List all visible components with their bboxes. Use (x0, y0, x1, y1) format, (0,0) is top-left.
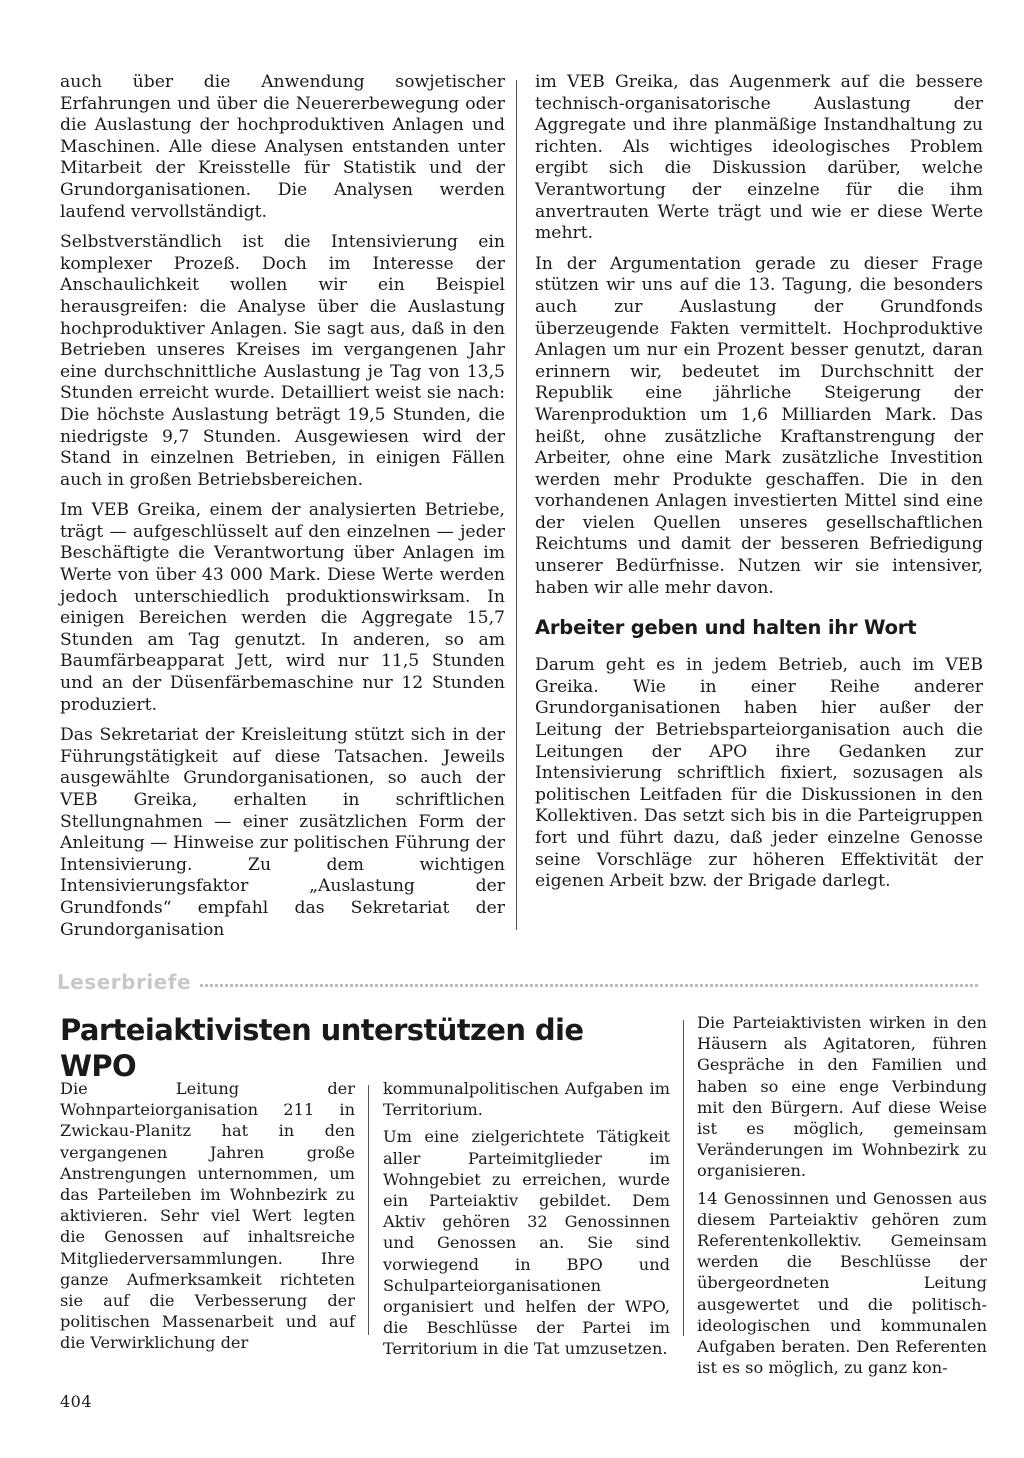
paragraph: Die Parteiaktivisten wirken in den Häusern als Agitatoren, führen Gespräche in den Familien und haben so eine enge Verbindung mit den Bürgern. Auf diese Weise ist es möglich, gemeinsam Veränderungen im Wohnbezirk zu organisieren. (697, 1013, 987, 1181)
paragraph: Im VEB Greika, einem der analysierten Betriebe, trägt — aufgeschlüsselt auf den einzelnen — jeder Beschäftigte die Verantwortung über Anlagen im Werte von über 43 000 Mark. Diese Werte werden jedoch unterschiedlich produktionswirksam. In einigen Bereichen werden die Aggregate 15,7 Stunden am Tag genutzt. In anderen, so am Baumfärbeapparat Jett, wird nur 11,5 Stunden und an der Düsenfärbemaschine nur 12 Stunden produziert. (60, 500, 505, 715)
paragraph: auch über die Anwendung sowjetischer Erfahrungen und über die Neuererbewegung oder die Auslastung der hochproduktiven Anlagen und Maschinen. Alle diese Analysen entstanden unter Mitarbeit der Kreisstelle für Statistik und der Grundorganisationen. Die Analysen werden laufend vervollständigt. (60, 72, 505, 222)
paragraph: In der Argumentation gerade zu dieser Frage stützen wir uns auf die 13. Tagung, die besonders auch zur Auslastung der Grundfonds überzeugende Fakten vermittelt. Hochproduktive Anlagen um nur ein Prozent besser genutzt, daran erinnern wir, bedeutet im Durchschnitt der Republik eine jährliche Steigerung der Warenproduktion um 1,6 Milliarden Mark. Das heißt, ohne zusätzliche Kraftanstrengung der Arbeiter, ohne eine Mark zusätzliche Investition werden mehr Produkte geschaffen. Die in den vorhandenen Anlagen investierten Mittel sind eine der vielen Quellen unseres gesellschaftlichen Reichtums und damit der besseren Befriedigung unserer Bedürfnisse. Nutzen wir sie intensiver, haben wir alle mehr davon. (535, 253, 983, 598)
section-divider (200, 984, 980, 987)
paragraph: Selbstverständlich ist die Intensivierung ein komplexer Prozeß. Doch im Interesse der Anschaulichkeit wollen wir ein Beispiel herausgreifen: die Analyse über die Auslastung hochproduktiver Anlagen. Sie sagt aus, daß in den Betrieben unseres Kreises im vergangenen Jahr eine durchschnittliche Auslastung je Tag von 13,5 Stunden erreicht wurde. Detailliert weist sie nach: Die höchste Auslastung beträgt 19,5 Stunden, die niedrigste 9,7 Stunden. Ausgewiesen wird der Stand in einzelnen Betrieben, in einigen Fällen auch in großen Betriebsbereichen. (60, 232, 505, 490)
paragraph: Das Sekretariat der Kreisleitung stützt sich in der Führungstätigkeit auf diese Tatsachen. Jeweils ausgewählte Grundorganisationen, so auch der VEB Greika, erhalten in schriftlichen Stellungnahmen — einer zusätzlichen Form der Anleitung — Hinweise zur politischen Führung der Intensivierung. Zu dem wichtigen Intensivierungsfaktor „Auslastung der Grundfonds“ empfahl das Sekretariat der Grundorganisation (60, 725, 505, 940)
column-divider (683, 1020, 684, 1336)
paragraph: Darum geht es in jedem Betrieb, auch im VEB Greika. Wie in einer Reihe anderer Grundorganisationen haben hier außer der Leitung der Betriebsparteiorganisation auch die Leitungen der APO ihre Gedanken zur Intensivierung schriftlich fixiert, sozusagen als politischen Leitfaden für die Diskussionen in den Kollektiven. Das setzt sich bis in die Parteigruppen fort und führt dazu, daß jeder einzelne Genosse seine Vorschläge zur höheren Effektivität der eigenen Arbeit bzw. der Brigade darlegt. (535, 655, 983, 892)
paragraph: Die Leitung der Wohnparteiorganisation 211 in Zwickau-Planitz hat in den vergangenen Jahren große Anstrengungen unternommen, um das Parteileben im Wohnbezirk zu aktivieren. Sehr viel Wert legten die Genossen auf inhaltsreiche Mitgliederversammlungen. Ihre ganze Aufmerksamkeit richteten sie auf die Verbesserung der politischen Massenarbeit und auf die Verwirklichung der (60, 1079, 355, 1353)
paragraph: Um eine zielgerichtete Tätigkeit aller Parteimitglieder im Wohngebiet zu erreichen, wurde ein Parteiaktiv gebildet. Dem Aktiv gehören 32 Genossinnen und Genossen an. Sie sind vorwiegend in BPO und Schulparteiorganisationen organisiert und helfen der WPO, die Beschlüsse der Partei im Territorium in die Tat umzusetzen. (383, 1127, 670, 1359)
article-title: Parteiaktivisten unterstützen die WPO (60, 1013, 584, 1083)
article-column-2 (383, 1078, 670, 1366)
section-label: Leserbriefe (57, 970, 192, 994)
column-divider (516, 80, 517, 930)
column-divider (368, 1085, 369, 1335)
paragraph: im VEB Greika, das Augenmerk auf die bessere technisch-organisatorische Auslastung der Aggregate und ihre planmäßige Instandhaltung zu richten. Als wichtiges ideologisches Problem ergibt sich die Diskussion darüber, welche Verantwortung der einzelne für die ihm anvertrauten Werte trägt und wie er diese Werte mehrt. (535, 72, 983, 244)
top-article-left-column (60, 72, 505, 950)
paragraph: kommunalpolitischen Aufgaben im Territorium. (383, 1079, 670, 1120)
article-column-1 (60, 1078, 355, 1360)
page-number: 404 (60, 1392, 93, 1411)
top-article-right-column (535, 72, 983, 902)
article-column-3 (697, 1012, 987, 1384)
paragraph: 14 Genossinnen und Genossen aus diesem Parteiaktiv gehören zum Referentenkollektiv. Gemeinsam werden die Beschlüsse der übergeordneten Leitung ausgewertet und die politisch-ideologischen und kommunalen Aufgaben beraten. Den Referenten ist es so möglich, zu ganz kon- (697, 1188, 987, 1378)
subheading: Arbeiter geben und halten ihr Wort (535, 616, 917, 640)
